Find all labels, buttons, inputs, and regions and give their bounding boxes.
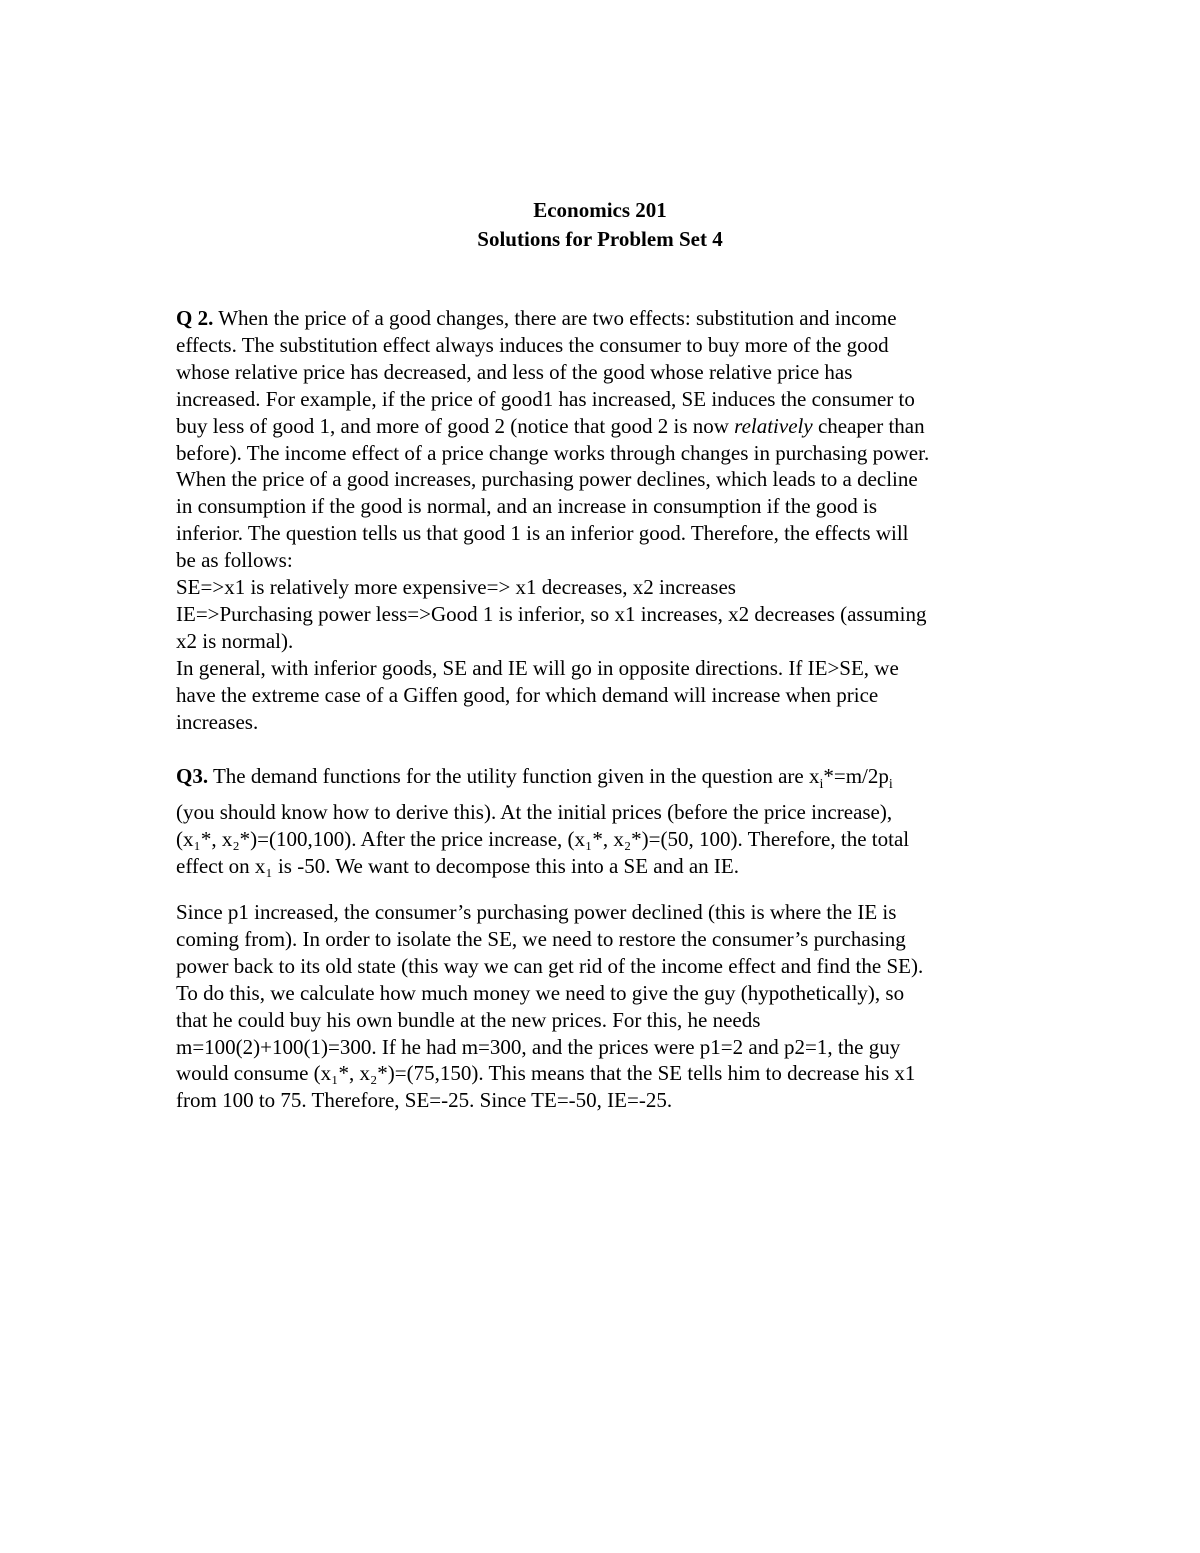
q3b-line-5: that he could buy his own bundle at the new prices. For this, he needs [176,1007,761,1032]
q2-line-3: whose relative price has decreased, and less of the good whose relative price has [176,359,853,384]
q3b-line-4: To do this, we calculate how much money we need to give the guy (hypothetically), so [176,980,905,1005]
q2-text: cheaper than [812,413,925,438]
q3-text: The demand functions for the utility function given in the question are x [208,764,820,788]
document-subtitle: Solutions for Problem Set 4 [477,227,723,251]
q2-text: buy less of good 1, and more of good 2 (notice that good 2 is now [176,413,735,438]
q2-line-6: before). The income effect of a price change works through changes in purchasing power. [176,440,930,465]
q2-text: When the price of a good changes, there are two effects: substitution and income [213,306,897,330]
q2-line-2: effects. The substitution effect always induces the consumer to buy more of the good [176,332,889,357]
q3-line-3: (x₁*, x₂*)=(100,100). After the price increase, (x₁*, x₂*)=(50, 100). Therefore, the total [176,827,910,851]
q3b-line-2: coming from). In order to isolate the SE, we need to restore the consumer’s purchasing [176,926,906,951]
q2-line-10: be as follows: [176,548,293,573]
q2-line-16: increases. [176,709,259,734]
q2-line-13: x2 is normal). [176,628,294,653]
q3-line-1 [176,763,1046,799]
q2-line-12: IE=>Purchasing power less=>Good 1 is inferior, so x1 increases, x2 decreases (assuming [176,601,927,626]
q3-text: *=m/2p [823,764,889,788]
q3-line-4: effect on x₁ is -50. We want to decompose this into a SE and an IE. [176,853,739,878]
question-3-answer [176,763,1046,880]
q2-line-15: have the extreme case of a Giffen good, for which demand will increase when price [176,682,879,707]
subscript-i: i [888,777,893,793]
q2-line-11: SE=>x1 is relatively more expensive=> x1 decreases, x2 increases [176,575,736,600]
q2-line-1 [176,305,1046,332]
q3b-line-1: Since p1 increased, the consumer’s purchasing power declined (this is where the IE is [176,900,897,924]
q2-line-5 [176,413,1046,440]
subscript-i: i [819,777,824,793]
q3b-line-6: m=100(2)+100(1)=300. If he had m=300, and the prices were p1=2 and p2=1, the guy [176,1034,901,1059]
q3b-line-3: power back to its old state (this way we can get rid of the income effect and find the SE). [176,953,924,978]
q3b-line-7: would consume (x₁*, x₂*)=(75,150). This means that the SE tells him to decrease his x1 [176,1061,916,1086]
document-title-block [0,196,1200,254]
q2-label: Q 2. [176,306,214,330]
q3b-line-8: from 100 to 75. Therefore, SE=-25. Since TE=-50, IE=-25. [176,1088,673,1113]
q3-line-2: (you should know how to derive this). At the initial prices (before the price increase), [176,800,893,825]
q3-label: Q3. [176,764,209,788]
q2-line-4: increased. For example, if the price of good1 has increased, SE induces the consumer to [176,386,915,411]
q2-line-14: In general, with inferior goods, SE and IE will go in opposite directions. If IE>SE, we [176,655,899,680]
question-2-answer [176,305,1046,736]
q2-line-8: in consumption if the good is normal, and an increase in consumption if the good is [176,494,878,519]
q2-line-7: When the price of a good increases, purchasing power declines, which leads to a decline [176,467,918,492]
q2-line-9: inferior. The question tells us that good 1 is an inferior good. Therefore, the effects will [176,521,909,546]
emphasis-relatively: relatively [734,413,813,438]
course-title: Economics 201 [533,198,667,222]
question-3-continuation [176,899,1046,1114]
